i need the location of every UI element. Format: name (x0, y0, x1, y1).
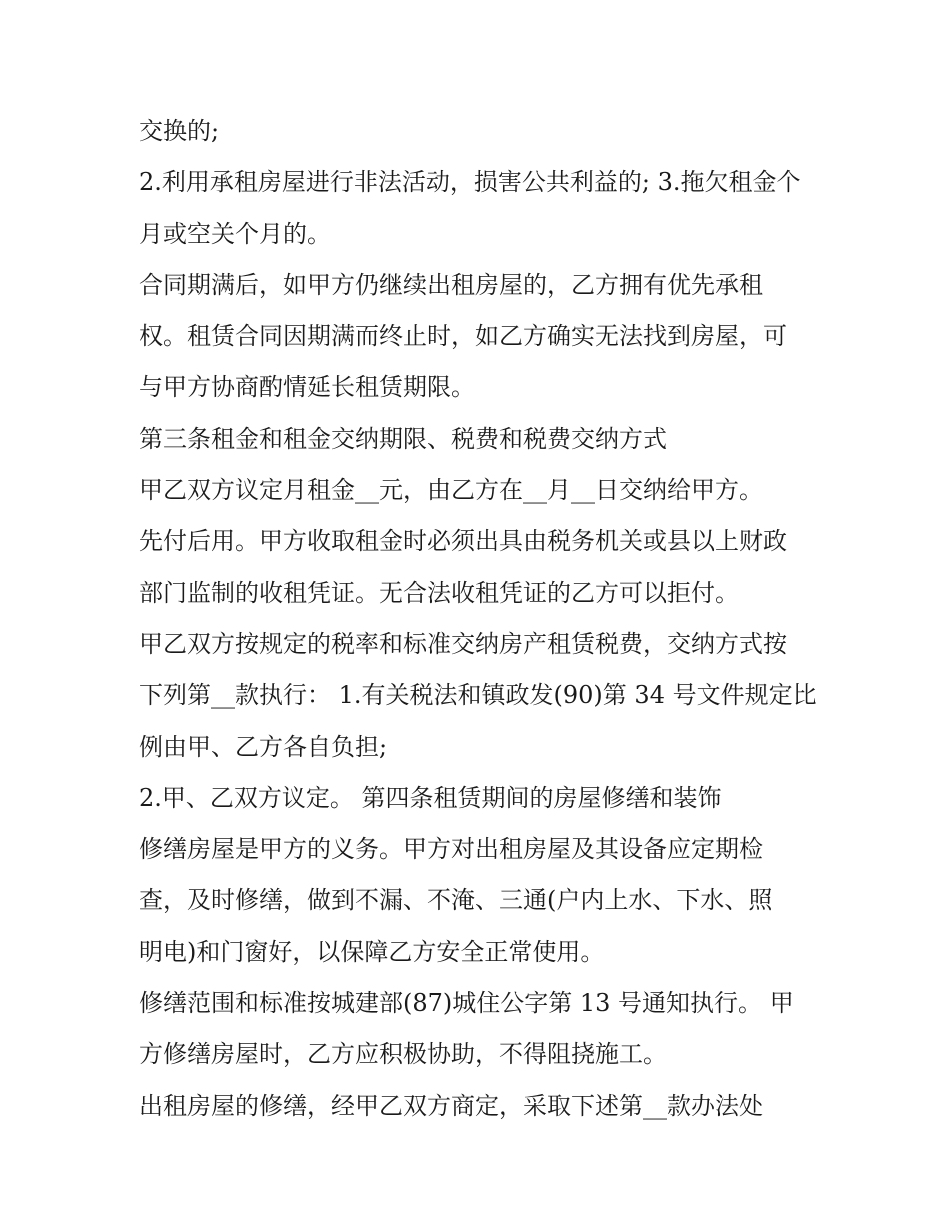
text-line: 合同期满后，如甲方仍继续出租房屋的，乙方拥有优先承租 (139, 270, 763, 299)
text-line: 甲乙双方议定月租金__元，由乙方在__月__日交纳给甲方。 (139, 476, 763, 505)
text-line: 例由甲、乙方各自负担; (139, 732, 388, 761)
text-line: 部门监制的收租凭证。无合法收租凭证的乙方可以拒付。 (139, 578, 739, 607)
text-line: 明电)和门窗好，以保障乙方安全正常使用。 (139, 937, 605, 966)
text-line: 月或空关个月的。 (139, 219, 331, 248)
text-line: 甲乙双方按规定的税率和标准交纳房产租赁税费，交纳方式按 (139, 629, 787, 658)
text-line: 先付后用。甲方收取租金时必须出具由税务机关或县以上财政 (139, 527, 787, 556)
text-line: 2.甲、乙双方议定。 第四条租赁期间的房屋修缮和装饰 (139, 783, 722, 812)
text-line: 修缮范围和标准按城建部(87)城住公字第 13 号通知执行。 甲 (139, 989, 794, 1018)
section-heading-line: 第三条租金和租金交纳期限、税费和税费交纳方式 (139, 424, 667, 453)
text-line: 方修缮房屋时，乙方应积极协助，不得阻挠施工。 (139, 1040, 667, 1069)
text-line: 与甲方协商酌情延长租赁期限。 (139, 373, 475, 402)
contract-text-body (139, 106, 829, 1132)
text-line: 下列第__款执行： 1.有关税法和镇政发(90)第 34 号文件规定比 (139, 681, 817, 710)
text-line: 修缮房屋是甲方的义务。甲方对出租房屋及其设备应定期检 (139, 835, 763, 864)
text-line: 2.利用承租房屋进行非法活动，损害公共利益的; 3.拖欠租金个 (139, 168, 801, 197)
text-line: 查，及时修缮，做到不漏、不淹、三通(户内上水、下水、照 (139, 886, 773, 915)
text-line: 权。租赁合同因期满而终止时，如乙方确实无法找到房屋，可 (139, 322, 787, 351)
text-line: 出租房屋的修缮，经甲乙双方商定，采取下述第__款办法处 (139, 1091, 763, 1120)
text-line: 交换的; (139, 117, 220, 145)
